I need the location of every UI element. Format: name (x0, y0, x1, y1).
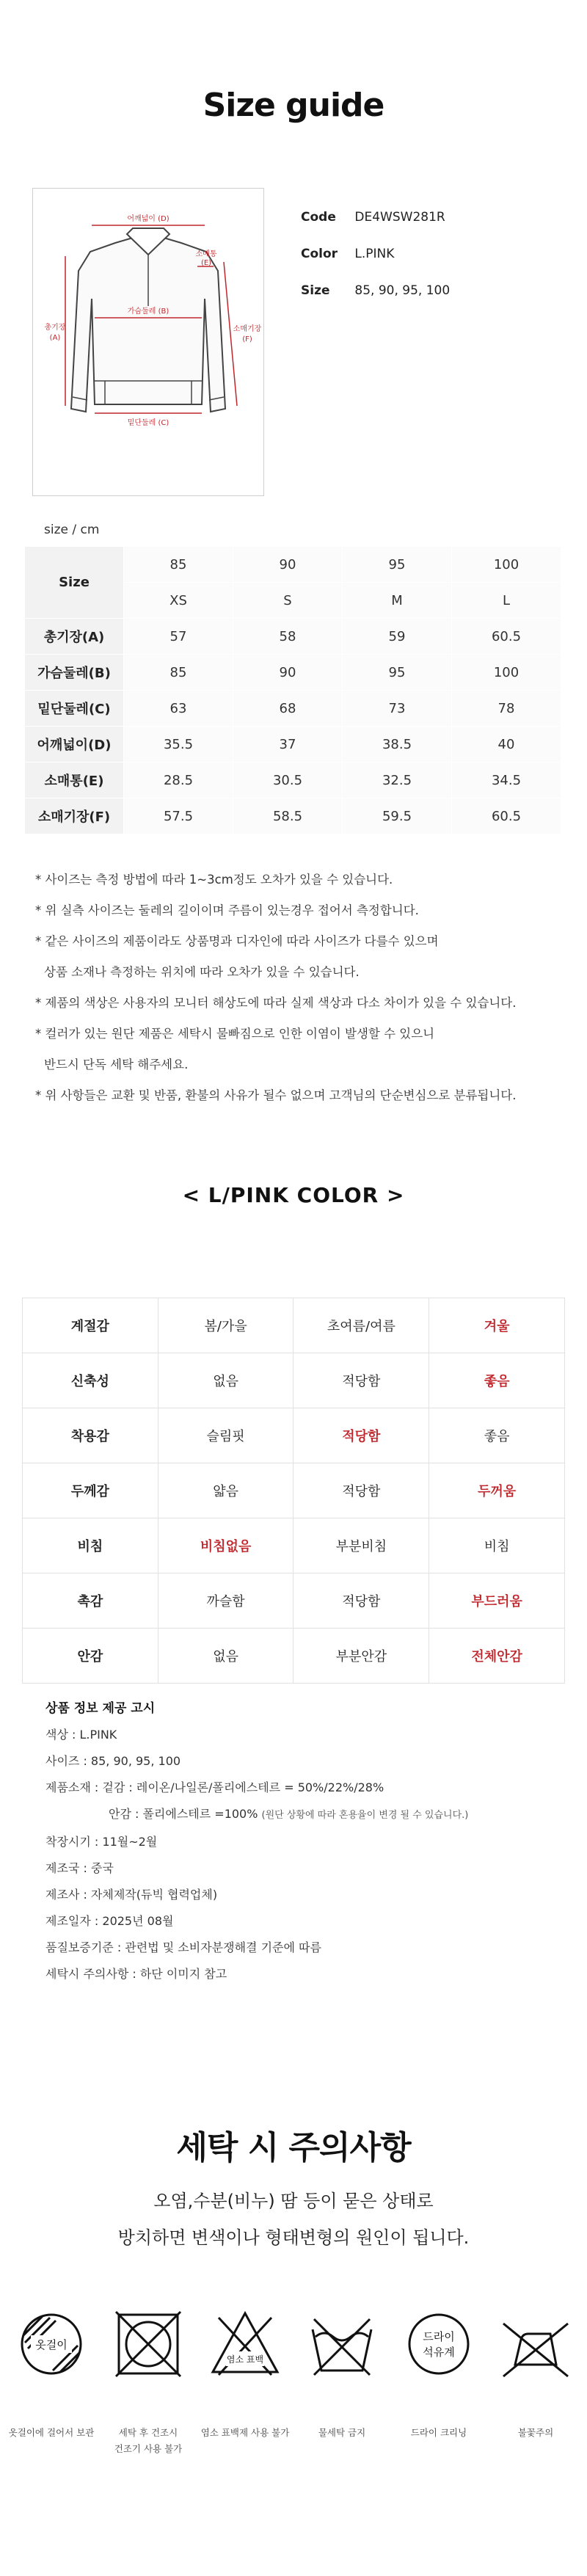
info-caution: 세탁시 주의사항 : 하단 이미지 참고 (45, 1967, 227, 1981)
color-label: Color (301, 247, 338, 261)
attribute-option-selected: 적당함 (294, 1408, 429, 1463)
note-line: * 사이즈는 측정 방법에 따라 1~3cm정도 오차가 있을 수 있습니다. (35, 873, 393, 887)
measurement-value: 85 (124, 655, 233, 691)
care-label: 드라이 크리닝 (410, 2427, 467, 2438)
measurement-value: 59 (343, 619, 452, 655)
info-warranty: 품질보증기준 : 관련법 및 소비자분쟁해결 기준에 따름 (45, 1940, 321, 1954)
note-line: * 제품의 색상은 사용자의 모니터 해상도에 따라 실제 색상과 다소 차이가 있을 수 있습니다. (35, 996, 517, 1010)
care-label: 세탁 후 건조시 건조기 사용 불가 (114, 2427, 183, 2454)
measurement-value: 34.5 (452, 763, 561, 798)
attribute-option: 부분안감 (294, 1629, 429, 1684)
measurement-label: 밑단둘레(C) (25, 691, 124, 727)
wash-desc-line2: 방치하면 변색이나 형태변형의 원인이 됩니다. (117, 2227, 470, 2248)
note-line: 반드시 단독 세탁 해주세요. (44, 1058, 189, 1071)
note-line: * 위 실측 사이즈는 둘레의 길이이며 주름이 있는경우 접어서 측정합니다. (35, 903, 419, 917)
attribute-option: 비침 (429, 1518, 565, 1573)
attribute-label: 비침 (23, 1518, 158, 1573)
measurement-value: 100 (452, 655, 561, 691)
size-row (25, 655, 561, 691)
size-letter-cell: L (452, 583, 561, 619)
size-row (25, 763, 561, 798)
code-row (301, 210, 445, 225)
measurement-value: 78 (452, 691, 561, 727)
attribute-option: 부분비침 (294, 1518, 429, 1573)
measurement-value: 57.5 (124, 798, 233, 834)
info-origin: 제조국 : 중국 (45, 1861, 114, 1875)
hang-icon-text: 옷걸이 (35, 2338, 68, 2351)
attribute-label: 착용감 (23, 1408, 158, 1463)
measurement-value: 35.5 (124, 727, 233, 763)
attribute-option: 봄/가을 (158, 1298, 294, 1353)
sleeve-length-label: 소매기장 (233, 325, 262, 333)
product-info-title: 상품 정보 제공 고시 (45, 1701, 156, 1716)
measurement-value: 73 (343, 691, 452, 727)
measurement-value: 58 (233, 619, 343, 655)
bleach-icon-text: 염소 표백 (226, 2354, 264, 2365)
dry-clean-icon (402, 2307, 475, 2381)
size-notes (35, 865, 564, 1111)
attribute-label: 두께감 (23, 1463, 158, 1518)
size-row (25, 619, 561, 655)
garment-sketch (32, 188, 264, 496)
attribute-row (23, 1353, 565, 1408)
info-manufacturer: 제조사 : 자체제작(듀빅 협력업체) (45, 1888, 218, 1902)
size-header-label: Size (25, 547, 124, 619)
measurement-label: 가슴둘레(B) (25, 655, 124, 691)
info-color: 색상 : L.PINK (45, 1728, 117, 1742)
attribute-row (23, 1518, 565, 1573)
measurement-value: 58.5 (233, 798, 343, 834)
note-line: 상품 소재나 측정하는 위치에 따라 오차가 있을 수 있습니다. (44, 965, 360, 979)
attribute-option: 없음 (158, 1629, 294, 1684)
no-tumble-dry-icon (112, 2307, 185, 2381)
dry-icon-text: 드라이 (423, 2330, 455, 2343)
page-title: Size guide (203, 87, 384, 124)
attribute-option-selected: 두꺼움 (429, 1463, 565, 1518)
unit-label: size / cm (44, 523, 100, 537)
attribute-label: 계절감 (23, 1298, 158, 1353)
color-value: L.PINK (354, 247, 395, 261)
svg-text:(F): (F) (242, 335, 252, 343)
attribute-option-selected: 비침없음 (158, 1518, 294, 1573)
measurement-label: 소매통(E) (25, 763, 124, 798)
product-info (45, 1695, 559, 1987)
attribute-row (23, 1298, 565, 1353)
garment-diagram (33, 189, 263, 495)
info-material-note: (원단 상황에 따라 혼용율이 변경 될 수 있습니다.) (261, 1810, 469, 1821)
attribute-option: 없음 (158, 1353, 294, 1408)
size-number-cell: 95 (343, 547, 452, 583)
size-table (24, 546, 561, 834)
attribute-label: 안감 (23, 1629, 158, 1684)
size-letter-cell: M (343, 583, 452, 619)
measurement-value: 60.5 (452, 798, 561, 834)
measurement-label: 어깨넓이(D) (25, 727, 124, 763)
size-row (301, 283, 450, 298)
sleeve-width-label: 소매통 (195, 250, 217, 258)
attribute-option: 적당함 (294, 1573, 429, 1629)
code-value: DE4WSW281R (354, 210, 445, 225)
wash-desc-line1: 오염,수분(비누) 땀 등이 묻은 상태로 (153, 2191, 434, 2211)
attribute-row (23, 1573, 565, 1629)
measurement-value: 57 (124, 619, 233, 655)
attribute-option: 좋음 (429, 1408, 565, 1463)
size-row (25, 727, 561, 763)
hanger-dry-icon (15, 2307, 88, 2381)
length-label: 총기장 (44, 324, 66, 332)
measurement-value: 59.5 (343, 798, 452, 834)
size-number-cell: 100 (452, 547, 561, 583)
measurement-value: 37 (233, 727, 343, 763)
attribute-table (22, 1298, 565, 1684)
code-label: Code (301, 210, 336, 225)
hem-label: 밑단둘레 (C) (127, 419, 169, 427)
note-line: * 같은 사이즈의 제품이라도 상품명과 디자인에 따라 사이즈가 다를수 있으며 (35, 934, 439, 948)
info-sizes: 사이즈 : 85, 90, 95, 100 (45, 1754, 181, 1768)
measurement-value: 90 (233, 655, 343, 691)
attribute-option-selected: 전체안감 (429, 1629, 565, 1684)
info-mfg-date: 제조일자 : 2025년 08월 (45, 1914, 174, 1928)
wash-title: 세탁 시 주의사항 (176, 2129, 411, 2166)
measurement-value: 32.5 (343, 763, 452, 798)
measurement-value: 40 (452, 727, 561, 763)
attribute-row (23, 1408, 565, 1463)
measurement-label: 소매기장(F) (25, 798, 124, 834)
attribute-option: 까슬함 (158, 1573, 294, 1629)
info-material-main: 제품소재 : 겉감 : 레이온/나일론/폴리에스테르 = 50%/22%/28% (45, 1780, 384, 1794)
attribute-option: 적당함 (294, 1463, 429, 1518)
care-label: 옷걸이에 걸어서 보관 (8, 2427, 95, 2438)
size-row (25, 798, 561, 834)
attribute-option: 슬림핏 (158, 1408, 294, 1463)
measurement-value: 30.5 (233, 763, 343, 798)
measurement-value: 95 (343, 655, 452, 691)
size-label: Size (301, 283, 330, 298)
attribute-option: 적당함 (294, 1353, 429, 1408)
attribute-label: 촉감 (23, 1573, 158, 1629)
measurement-value: 38.5 (343, 727, 452, 763)
info-wear-period: 착장시기 : 11월~2월 (45, 1835, 158, 1849)
note-line: * 위 사항들은 교환 및 반품, 환불의 사유가 될수 없으며 고객님의 단순변심으로 분류됩니다. (35, 1088, 517, 1102)
measurement-value: 60.5 (452, 619, 561, 655)
size-letter-cell: XS (124, 583, 233, 619)
shoulder-label: 어깨넓이 (D) (127, 215, 169, 223)
svg-text:(A): (A) (49, 334, 61, 342)
size-row (25, 691, 561, 727)
no-iron-icon (499, 2307, 572, 2381)
size-number-cell: 90 (233, 547, 343, 583)
attribute-option-selected: 겨울 (429, 1298, 565, 1353)
info-material-lining-row (45, 1801, 559, 1829)
attribute-option: 얇음 (158, 1463, 294, 1518)
note-line: * 컬러가 있는 원단 제품은 세탁시 물빠짐으로 인한 이염이 발생할 수 있으니 (35, 1027, 435, 1041)
color-row (301, 247, 394, 261)
attribute-option: 초여름/여름 (294, 1298, 429, 1353)
size-letter-cell: S (233, 583, 343, 619)
size-number-cell: 85 (124, 547, 233, 583)
attribute-row (23, 1463, 565, 1518)
size-values: 85, 90, 95, 100 (354, 283, 451, 298)
care-label: 불꽃주의 (517, 2427, 554, 2438)
no-wash-icon (305, 2307, 379, 2381)
attribute-option-selected: 좋음 (429, 1353, 565, 1408)
svg-text:(E): (E) (200, 259, 212, 267)
chest-label: 가슴둘레 (B) (127, 308, 169, 316)
measurement-label: 총기장(A) (25, 619, 124, 655)
info-material-lining: 안감 : 폴리에스테르 =100% (109, 1807, 258, 1821)
measurement-value: 68 (233, 691, 343, 727)
measurement-value: 28.5 (124, 763, 233, 798)
attribute-row (23, 1629, 565, 1684)
care-label: 염소 표백제 사용 불가 (200, 2427, 290, 2438)
measurement-value: 63 (124, 691, 233, 727)
care-label: 물세탁 금지 (318, 2427, 366, 2438)
wash-description (0, 2183, 587, 2256)
attribute-label: 신축성 (23, 1353, 158, 1408)
dry2-icon-text: 석유계 (423, 2346, 455, 2359)
no-chlorine-bleach-icon (208, 2307, 282, 2381)
attribute-option-selected: 부드러움 (429, 1573, 565, 1629)
color-title: < L/PINK COLOR > (182, 1183, 405, 1207)
